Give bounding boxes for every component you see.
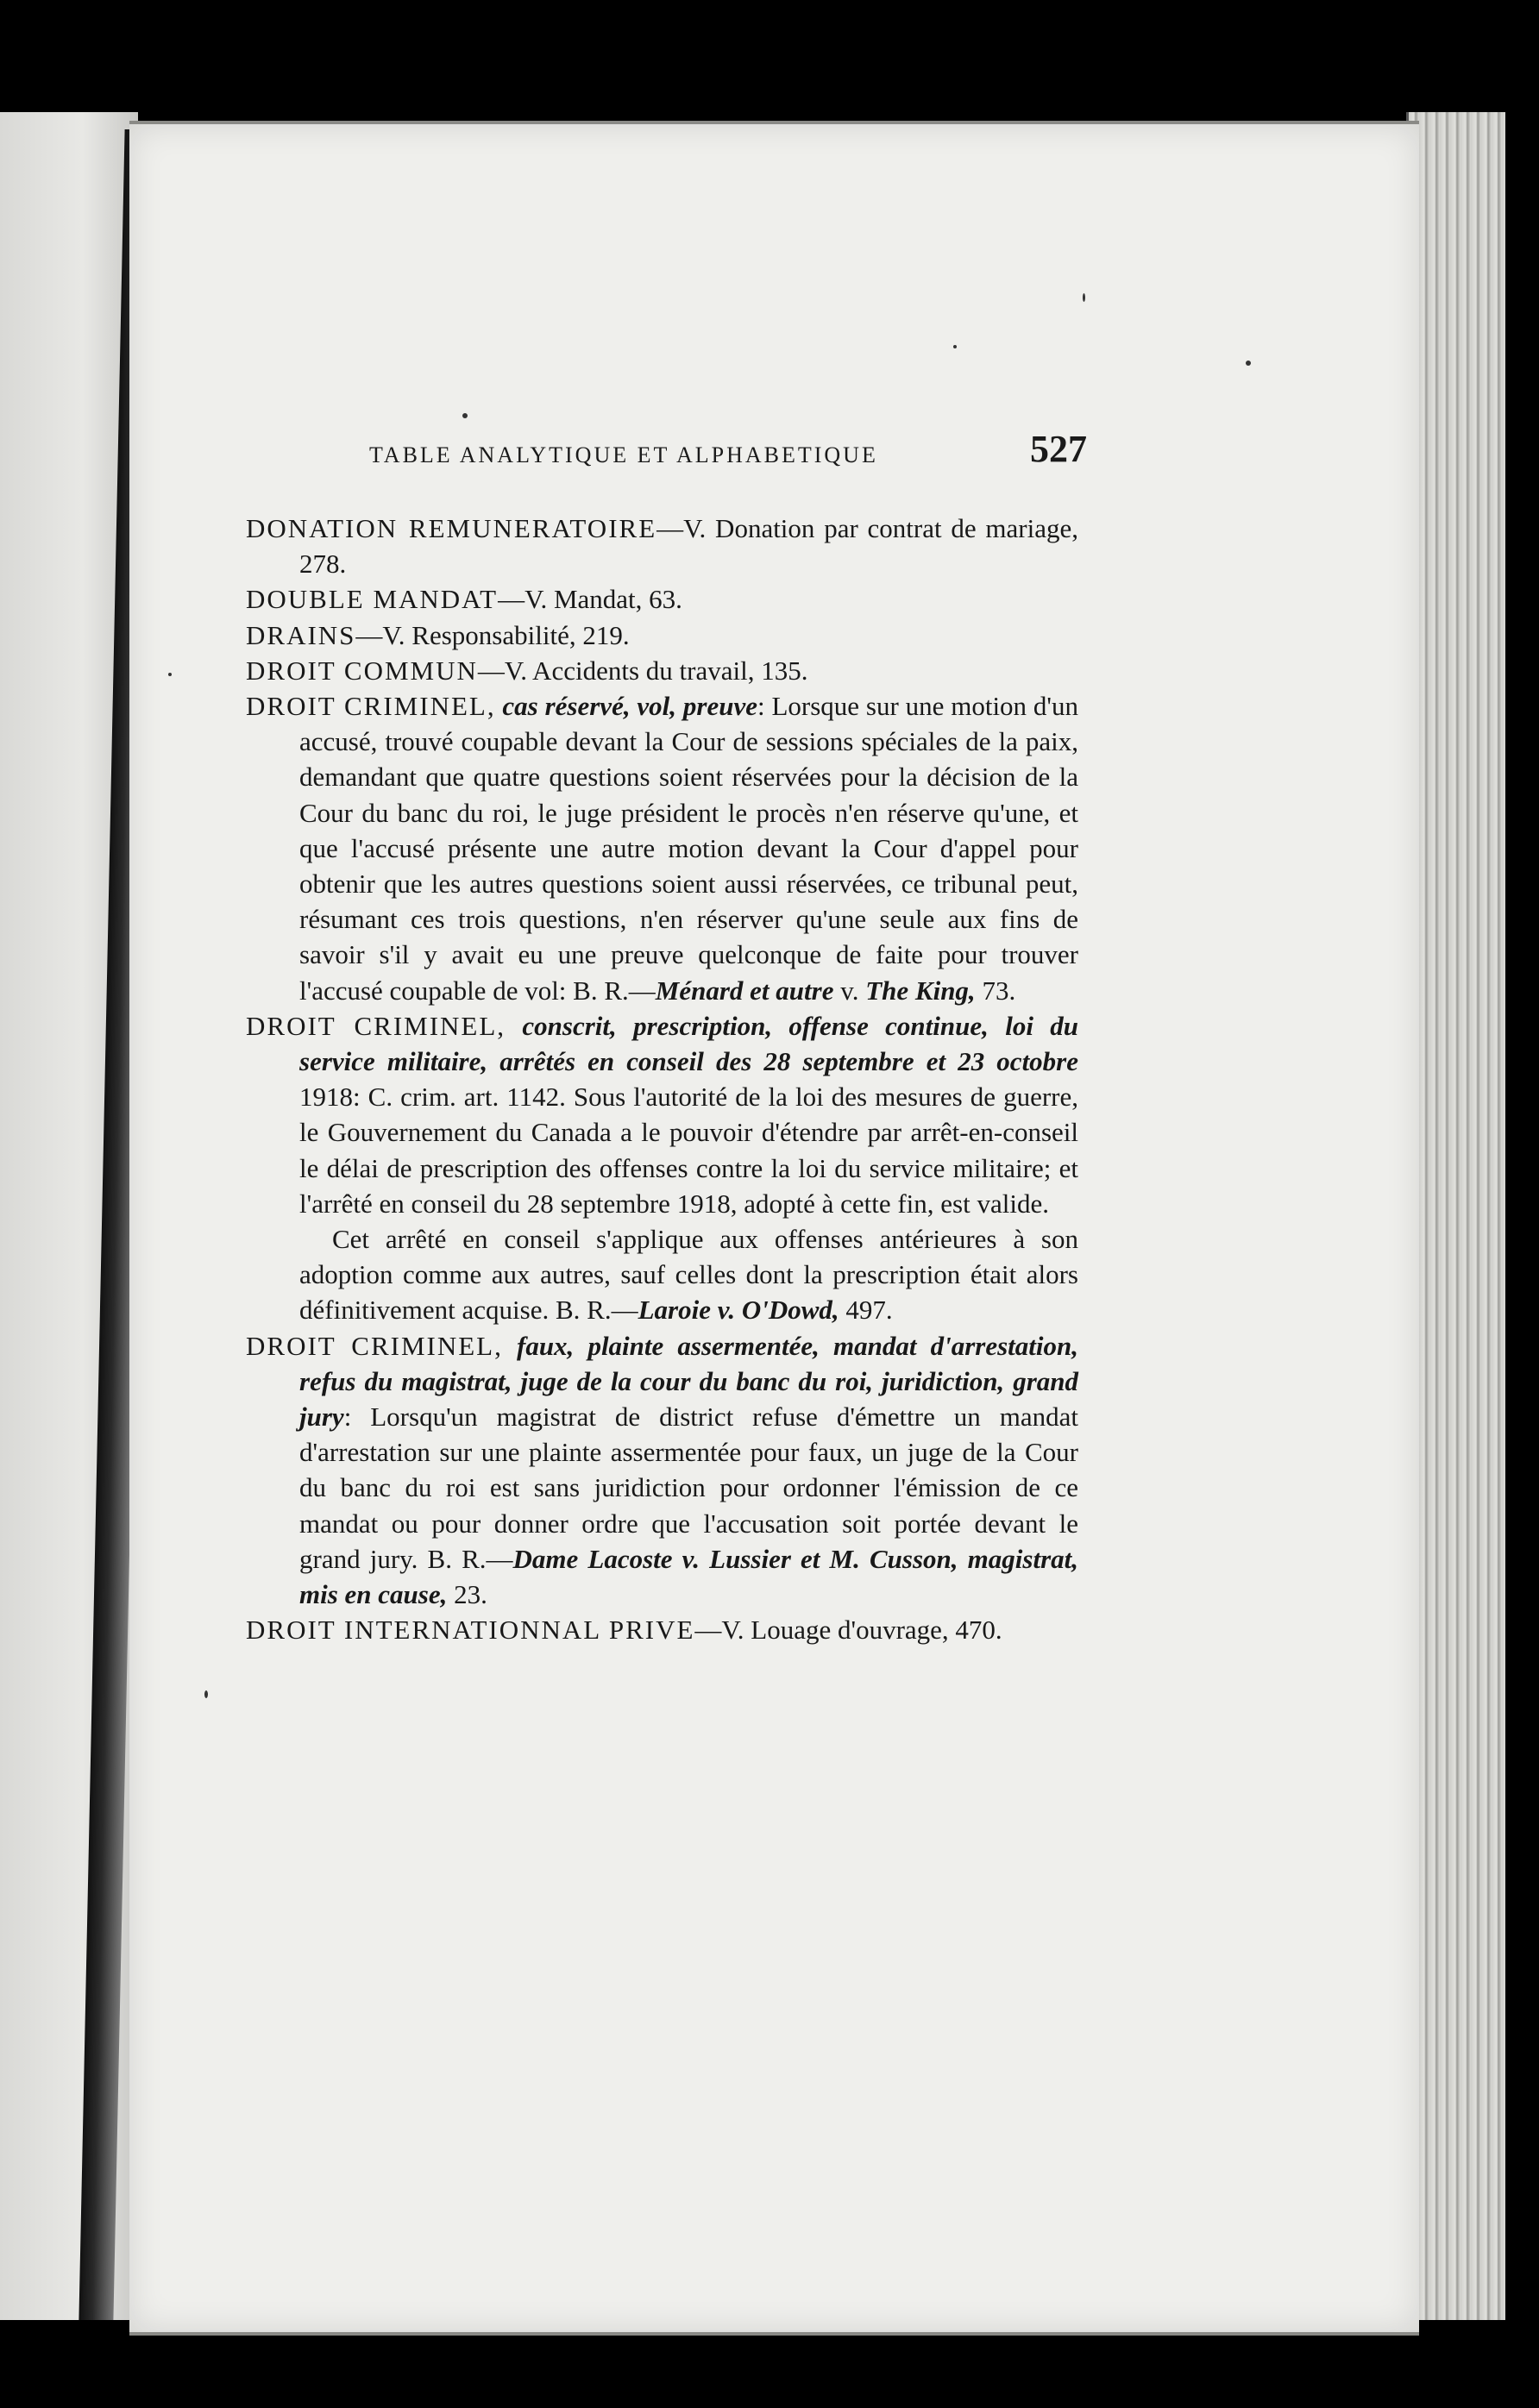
index-entry — [246, 1328, 1078, 1613]
entry-text: —V. Donation par contrat de mariage, 278. — [299, 513, 1078, 580]
index-entry — [246, 581, 1078, 617]
index-entry — [246, 1008, 1078, 1221]
entry-text: : Lorsqu'un magistrat de district refuse d'émettre un mandat d'arrestation sur une plainte assermentée pour faux, un juge de la Cour du banc du roi est sans juridiction pour ordonner l'émission de ce mandat ou pour donner ordre que l'accusation soit portée devant le grand jury. B. R.— — [299, 1402, 1078, 1574]
entry-text: 1918: C. crim. art. 1142. Sous l'autorité de la loi des mesures de guerre, le Gouvernement du Canada a le pouvoir d'étendre par arrêt-en-conseil le délai de prescription des offenses contre la loi du service militaire; et l'arrêté en conseil du 28 septembre 1918, adopté à cette fin, est valide. — [299, 1082, 1078, 1219]
entry-keywords: cas réservé, vol, preuve — [495, 691, 757, 722]
entry-heading: DROIT CRIMINEL, — [246, 691, 496, 722]
entry-heading: DROIT INTERNATIONNAL PRIVE — [246, 1615, 695, 1646]
index-entry — [246, 688, 1078, 1008]
entry-keywords: conscrit, prescription, offense continue, loi du service militaire, arrêtés en conseil des 28 septembre et 23 octobre — [299, 1010, 1078, 1077]
index-text — [246, 511, 1078, 1648]
entry-heading: DROIT COMMUN — [246, 655, 478, 686]
case-name: Laroie v. O'Dowd, — [638, 1295, 839, 1326]
entry-text: : Lorsque sur une motion d'un accusé, trouvé coupable devant la Cour de sessions spéciales de la paix, demandant que quatre questions soient réservées pour la décision de la Cour du banc du roi, le juge président le procès n'en réserve qu'une, et que l'accusé présente une autre motion devant la Cour d'appel pour obtenir que les autres questions soient aussi réservées, ce tribunal peut, résumant ces trois questions, n'en réserver qu'une seule aux fins de savoir s'il y avait eu une preuve quelconque de faite pour trouver l'accusé coupable de vol: B. R.— — [299, 691, 1078, 1006]
index-entry — [246, 653, 1078, 688]
index-entry — [246, 618, 1078, 653]
case-separator: v. — [833, 975, 866, 1006]
page-reference: 497. — [839, 1295, 893, 1326]
entry-heading: DROIT CRIMINEL, — [246, 1010, 506, 1041]
page-stack-edges — [1406, 112, 1505, 2320]
case-name: Dame Lacoste v. Lussier et M. Cusson, magistrat, mis en cause, — [299, 1543, 1078, 1610]
index-entry — [246, 511, 1078, 581]
entry-heading: DRAINS — [246, 619, 356, 650]
entry-heading: DOUBLE MANDAT — [246, 584, 499, 615]
running-title: TABLE ANALYTIQUE ET ALPHABETIQUE — [369, 442, 878, 467]
index-entry — [246, 1612, 1078, 1647]
case-name: Ménard et autre — [655, 975, 834, 1006]
case-name-2: The King, — [865, 975, 976, 1006]
entry-paragraph — [246, 1221, 1078, 1328]
page-reference: 73. — [975, 975, 1016, 1006]
running-header — [369, 427, 1087, 479]
entry-text: —V. Louage d'ouvrage, 470. — [694, 1615, 1002, 1646]
entry-text: —V. Responsabilité, 219. — [355, 619, 630, 650]
entry-text: Cet arrêté en conseil s'applique aux offenses antérieures à son adoption comme aux autres, sauf celles dont la prescription était alors définitivement acquise. B. R.— — [299, 1224, 1078, 1326]
entry-keywords: faux, plainte assermentée, mandat d'arrestation, refus du magistrat, juge de la cour du banc du roi, juridiction, grand jury — [299, 1330, 1078, 1433]
entry-text: —V. Mandat, 63. — [498, 584, 682, 615]
entry-heading: DONATION REMUNERATOIRE — [246, 513, 657, 543]
entry-heading: DROIT CRIMINEL, — [246, 1330, 503, 1361]
entry-text: —V. Accidents du travail, 135. — [477, 655, 808, 686]
page-reference: 23. — [447, 1579, 487, 1610]
page-number: 527 — [1030, 428, 1087, 470]
